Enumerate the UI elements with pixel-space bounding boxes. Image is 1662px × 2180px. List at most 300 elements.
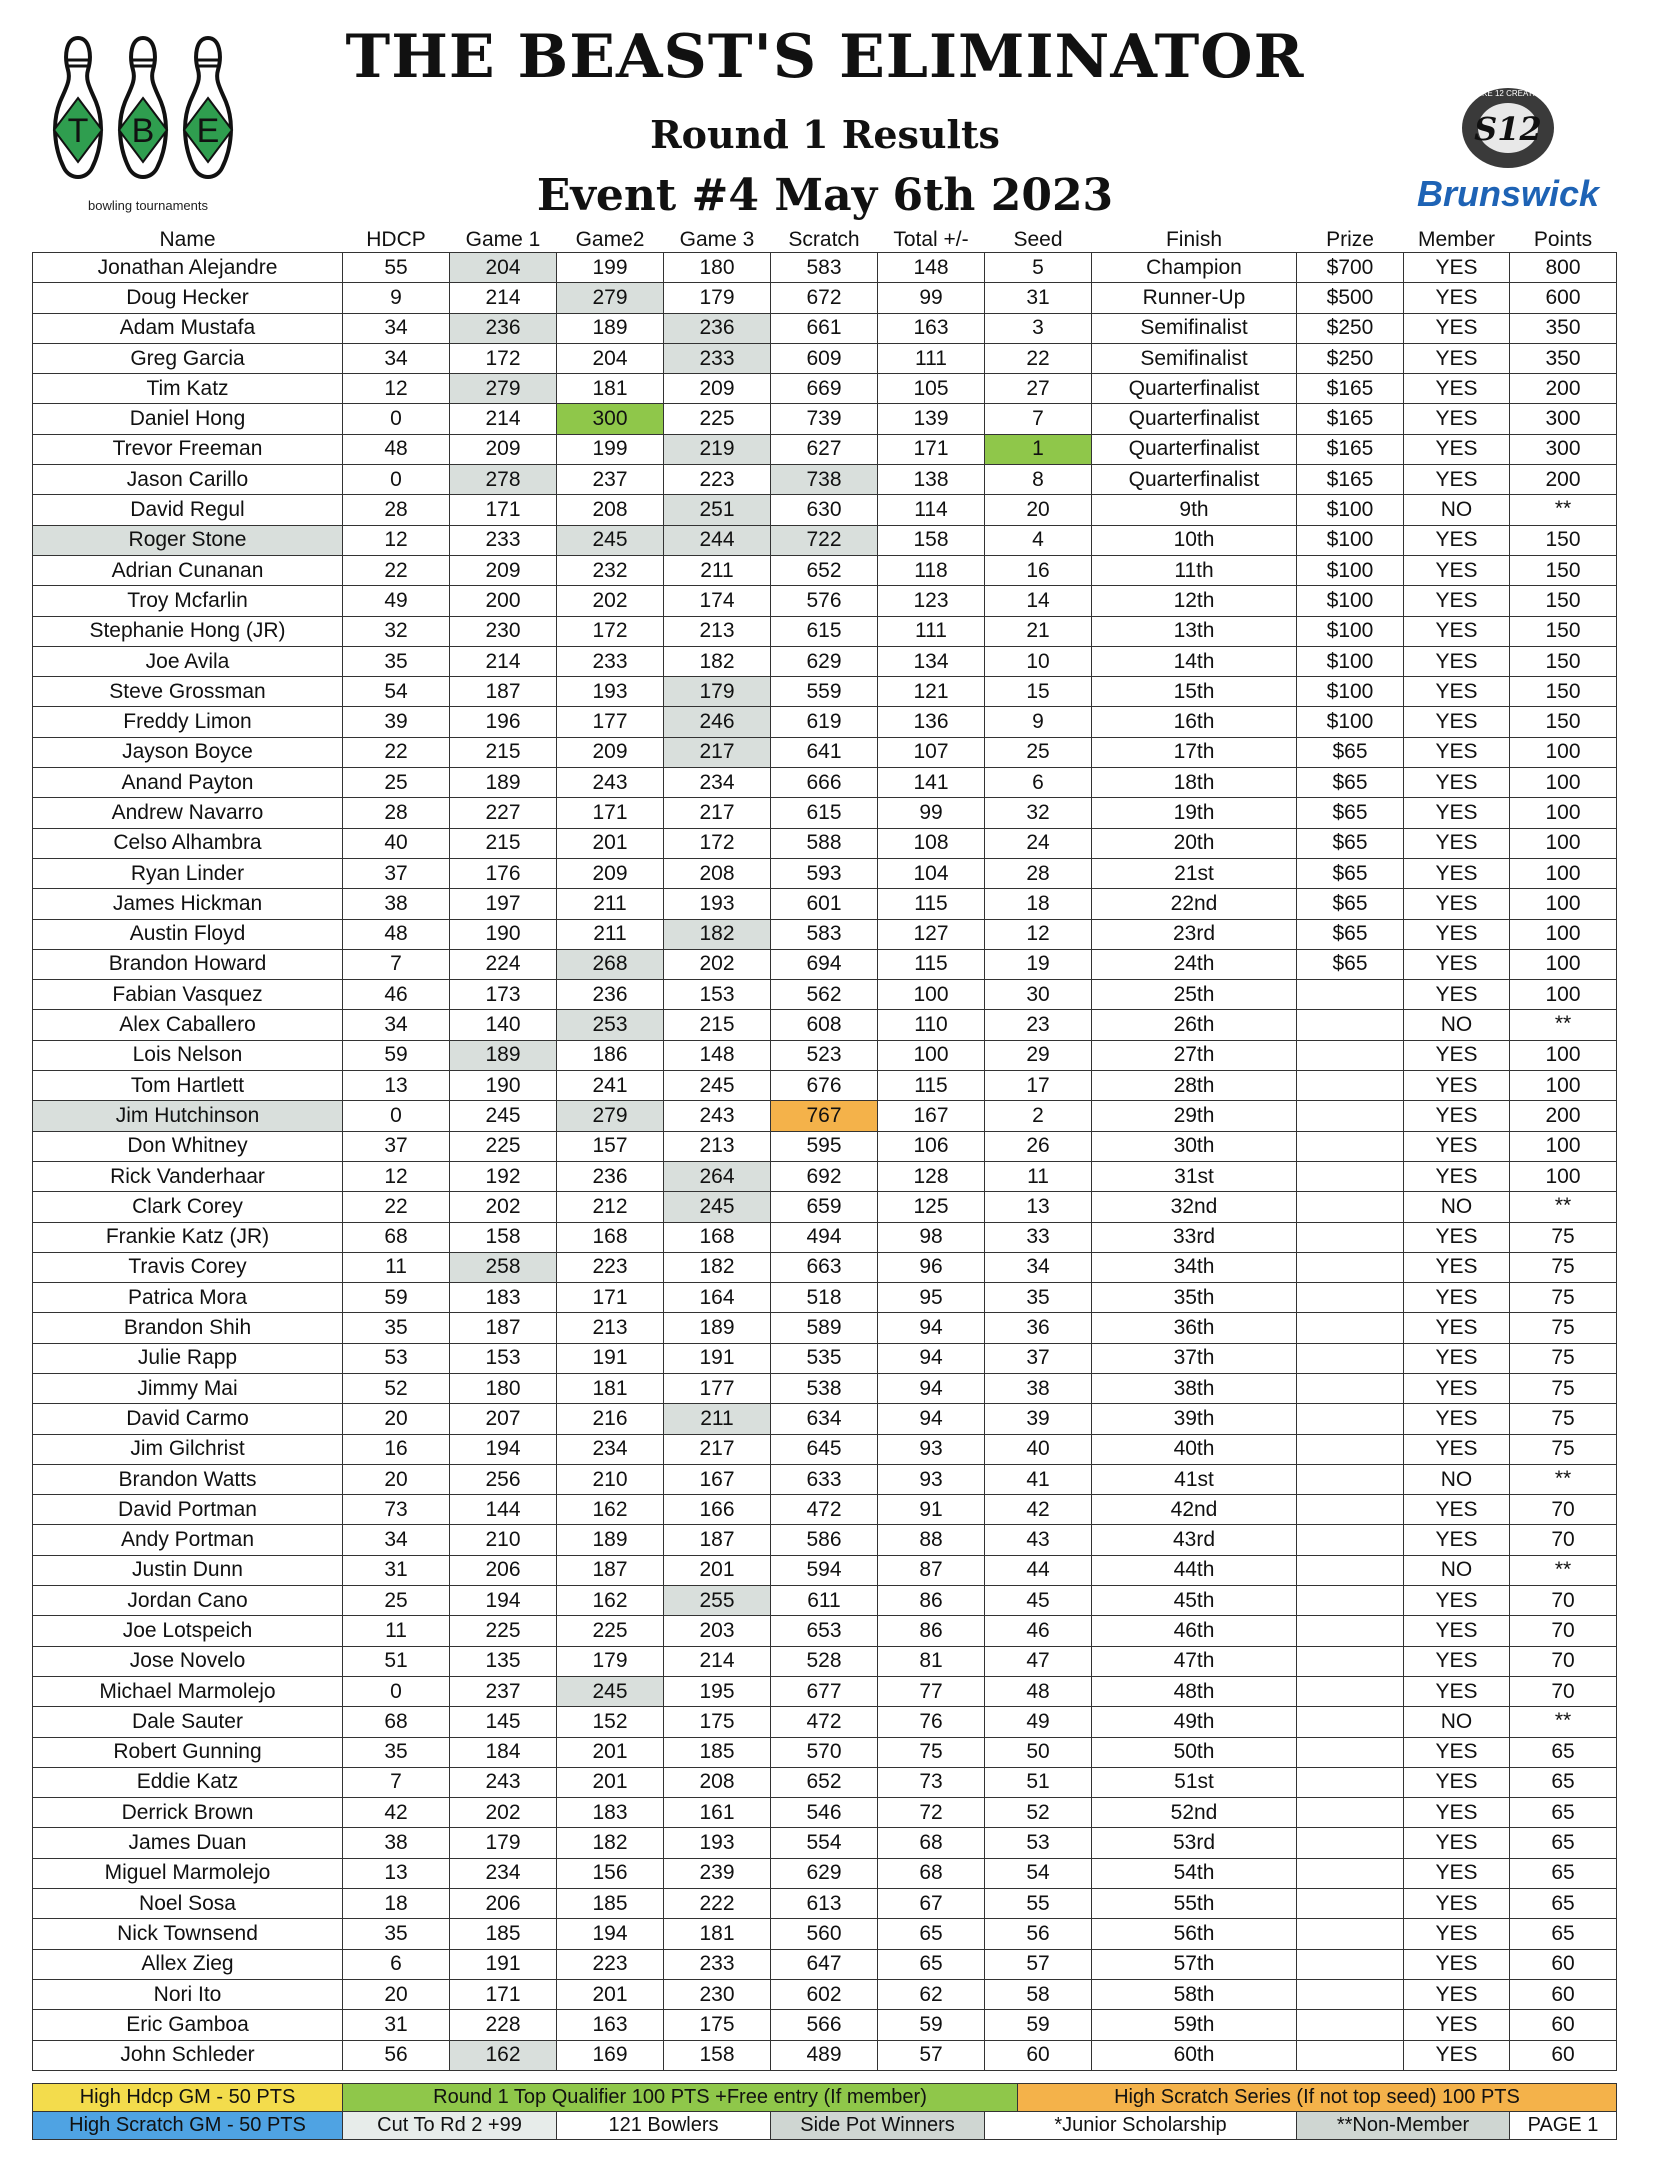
cell-points: 75 xyxy=(1510,1434,1617,1464)
cell-prize xyxy=(1297,1949,1404,1979)
cell-prize: $100 xyxy=(1297,646,1404,676)
cell-prize xyxy=(1297,1343,1404,1373)
cell-member: YES xyxy=(1404,1313,1510,1343)
cell-finish: 44th xyxy=(1092,1555,1297,1585)
cell-scratch: 659 xyxy=(771,1192,878,1222)
cell-seed: 28 xyxy=(985,858,1092,888)
cell-total: 94 xyxy=(878,1313,985,1343)
cell-scratch: 694 xyxy=(771,949,878,979)
cell-finish: 32nd xyxy=(1092,1192,1297,1222)
cell-game3: 202 xyxy=(664,949,771,979)
cell-member: YES xyxy=(1404,798,1510,828)
cell-scratch: 629 xyxy=(771,646,878,676)
cell-name: Ryan Linder xyxy=(33,858,343,888)
cell-game2: 268 xyxy=(557,949,664,979)
cell-finish: Champion xyxy=(1092,253,1297,283)
cell-scratch: 535 xyxy=(771,1343,878,1373)
legend-high-hdcp: High Hdcp GM - 50 PTS xyxy=(33,2084,343,2112)
cell-member: YES xyxy=(1404,1101,1510,1131)
cell-name: Dale Sauter xyxy=(33,1707,343,1737)
sponsor-logo xyxy=(1408,78,1608,218)
cell-game2: 209 xyxy=(557,858,664,888)
cell-prize: $65 xyxy=(1297,858,1404,888)
cell-member: YES xyxy=(1404,1737,1510,1767)
cell-name: Alex Caballero xyxy=(33,1010,343,1040)
cell-seed: 15 xyxy=(985,677,1092,707)
table-row xyxy=(33,798,1617,828)
cell-total: 107 xyxy=(878,737,985,767)
table-row xyxy=(33,1373,1617,1403)
cell-points: ** xyxy=(1510,1555,1617,1585)
cell-game3: 230 xyxy=(664,1979,771,2009)
cell-total: 87 xyxy=(878,1555,985,1585)
cell-points: 100 xyxy=(1510,1071,1617,1101)
cell-finish: Quarterfinalist xyxy=(1092,465,1297,495)
cell-game3: 177 xyxy=(664,1373,771,1403)
cell-game1: 179 xyxy=(450,1828,557,1858)
cell-seed: 60 xyxy=(985,2040,1092,2070)
cell-game1: 279 xyxy=(450,374,557,404)
table-row xyxy=(33,1010,1617,1040)
cell-prize xyxy=(1297,1525,1404,1555)
cell-scratch: 518 xyxy=(771,1283,878,1313)
cell-game2: 236 xyxy=(557,1161,664,1191)
cell-finish: 53rd xyxy=(1092,1828,1297,1858)
cell-hdcp: 25 xyxy=(343,768,450,798)
cell-name: Jayson Boyce xyxy=(33,737,343,767)
cell-points: 65 xyxy=(1510,1919,1617,1949)
cell-hdcp: 59 xyxy=(343,1040,450,1070)
legend-cut: Cut To Rd 2 +99 xyxy=(343,2112,557,2140)
cell-seed: 45 xyxy=(985,1586,1092,1616)
cell-points: 65 xyxy=(1510,1828,1617,1858)
cell-member: YES xyxy=(1404,677,1510,707)
cell-scratch: 472 xyxy=(771,1495,878,1525)
cell-game1: 210 xyxy=(450,1525,557,1555)
cell-game1: 206 xyxy=(450,1555,557,1585)
table-header xyxy=(33,228,1617,253)
cell-seed: 17 xyxy=(985,1071,1092,1101)
cell-seed: 36 xyxy=(985,1313,1092,1343)
cell-game2: 201 xyxy=(557,828,664,858)
cell-name: Stephanie Hong (JR) xyxy=(33,616,343,646)
cell-total: 105 xyxy=(878,374,985,404)
cell-game1: 158 xyxy=(450,1222,557,1252)
cell-points: ** xyxy=(1510,1192,1617,1222)
cell-game3: 179 xyxy=(664,283,771,313)
cell-prize: $65 xyxy=(1297,768,1404,798)
cell-name: Fabian Vasquez xyxy=(33,980,343,1010)
cell-total: 81 xyxy=(878,1646,985,1676)
cell-scratch: 583 xyxy=(771,253,878,283)
table-row xyxy=(33,2010,1617,2040)
bowling-pins-icon xyxy=(38,30,248,220)
cell-hdcp: 28 xyxy=(343,798,450,828)
cell-total: 115 xyxy=(878,949,985,979)
table-row xyxy=(33,253,1617,283)
cell-game2: 189 xyxy=(557,313,664,343)
cell-scratch: 652 xyxy=(771,555,878,585)
cell-seed: 58 xyxy=(985,1979,1092,2009)
cell-hdcp: 37 xyxy=(343,1131,450,1161)
cell-game3: 245 xyxy=(664,1071,771,1101)
cell-points: 65 xyxy=(1510,1737,1617,1767)
cell-total: 88 xyxy=(878,1525,985,1555)
badge-ring-text: STRIKE 12 CREATIONS xyxy=(1463,89,1553,98)
cell-prize xyxy=(1297,980,1404,1010)
col-header-game1: Game 1 xyxy=(465,228,541,251)
cell-game2: 181 xyxy=(557,1373,664,1403)
cell-game2: 233 xyxy=(557,646,664,676)
cell-name: Jason Carillo xyxy=(33,465,343,495)
cell-prize xyxy=(1297,2010,1404,2040)
cell-member: YES xyxy=(1404,434,1510,464)
cell-finish: Runner-Up xyxy=(1092,283,1297,313)
cell-total: 94 xyxy=(878,1343,985,1373)
cell-member: YES xyxy=(1404,1828,1510,1858)
cell-points: 150 xyxy=(1510,525,1617,555)
cell-finish: 9th xyxy=(1092,495,1297,525)
cell-prize: $700 xyxy=(1297,253,1404,283)
cell-name: Brandon Howard xyxy=(33,949,343,979)
cell-points: 65 xyxy=(1510,1798,1617,1828)
cell-points: 150 xyxy=(1510,707,1617,737)
table-row xyxy=(33,1192,1617,1222)
cell-hdcp: 16 xyxy=(343,1434,450,1464)
cell-seed: 54 xyxy=(985,1858,1092,1888)
cell-member: YES xyxy=(1404,1889,1510,1919)
cell-total: 134 xyxy=(878,646,985,676)
cell-points: 100 xyxy=(1510,768,1617,798)
page-title: THE BEAST'S ELIMINATOR xyxy=(345,22,1305,92)
cell-finish: 20th xyxy=(1092,828,1297,858)
cell-name: Jim Gilchrist xyxy=(33,1434,343,1464)
cell-total: 128 xyxy=(878,1161,985,1191)
col-header-prize: Prize xyxy=(1326,228,1374,251)
cell-game2: 211 xyxy=(557,919,664,949)
cell-points: 100 xyxy=(1510,858,1617,888)
cell-member: YES xyxy=(1404,768,1510,798)
cell-scratch: 583 xyxy=(771,919,878,949)
cell-game1: 185 xyxy=(450,1919,557,1949)
cell-game2: 243 xyxy=(557,768,664,798)
cell-seed: 39 xyxy=(985,1404,1092,1434)
cell-seed: 38 xyxy=(985,1373,1092,1403)
brunswick-wordmark: Brunswick xyxy=(1416,173,1600,214)
cell-name: Allex Zieg xyxy=(33,1949,343,1979)
cell-finish: 21st xyxy=(1092,858,1297,888)
cell-game1: 194 xyxy=(450,1586,557,1616)
cell-hdcp: 34 xyxy=(343,1010,450,1040)
cell-total: 106 xyxy=(878,1131,985,1161)
cell-scratch: 613 xyxy=(771,1889,878,1919)
cell-seed: 51 xyxy=(985,1767,1092,1797)
cell-scratch: 609 xyxy=(771,343,878,373)
cell-member: YES xyxy=(1404,858,1510,888)
cell-seed: 57 xyxy=(985,1949,1092,1979)
cell-game3: 217 xyxy=(664,798,771,828)
cell-finish: 27th xyxy=(1092,1040,1297,1070)
strike12-badge-icon xyxy=(1408,78,1608,218)
cell-game1: 227 xyxy=(450,798,557,828)
cell-game1: 184 xyxy=(450,1737,557,1767)
cell-game1: 187 xyxy=(450,1313,557,1343)
cell-game3: 203 xyxy=(664,1616,771,1646)
table-row xyxy=(33,768,1617,798)
logo-letter-e: E xyxy=(196,112,220,150)
cell-points: 60 xyxy=(1510,2010,1617,2040)
cell-hdcp: 73 xyxy=(343,1495,450,1525)
cell-member: YES xyxy=(1404,889,1510,919)
cell-total: 73 xyxy=(878,1767,985,1797)
cell-game2: 185 xyxy=(557,1889,664,1919)
cell-game2: 241 xyxy=(557,1071,664,1101)
cell-scratch: 472 xyxy=(771,1707,878,1737)
cell-prize xyxy=(1297,1707,1404,1737)
cell-name: James Hickman xyxy=(33,889,343,919)
cell-game1: 200 xyxy=(450,586,557,616)
cell-member: YES xyxy=(1404,1252,1510,1282)
cell-game2: 253 xyxy=(557,1010,664,1040)
cell-seed: 42 xyxy=(985,1495,1092,1525)
cell-prize xyxy=(1297,1979,1404,2009)
cell-seed: 12 xyxy=(985,919,1092,949)
cell-scratch: 559 xyxy=(771,677,878,707)
cell-name: Jonathan Alejandre xyxy=(33,253,343,283)
cell-member: YES xyxy=(1404,2010,1510,2040)
cell-points: 75 xyxy=(1510,1404,1617,1434)
cell-game1: 237 xyxy=(450,1676,557,1706)
cell-total: 163 xyxy=(878,313,985,343)
cell-name: Brandon Watts xyxy=(33,1464,343,1494)
table-row xyxy=(33,1252,1617,1282)
cell-member: YES xyxy=(1404,1858,1510,1888)
cell-finish: 58th xyxy=(1092,1979,1297,2009)
cell-game3: 217 xyxy=(664,1434,771,1464)
cell-total: 72 xyxy=(878,1798,985,1828)
cell-finish: 54th xyxy=(1092,1858,1297,1888)
cell-game1: 140 xyxy=(450,1010,557,1040)
cell-prize xyxy=(1297,1919,1404,1949)
cell-member: YES xyxy=(1404,737,1510,767)
cell-prize xyxy=(1297,1828,1404,1858)
cell-game3: 182 xyxy=(664,919,771,949)
cell-hdcp: 59 xyxy=(343,1283,450,1313)
cell-member: YES xyxy=(1404,1283,1510,1313)
cell-game1: 189 xyxy=(450,768,557,798)
table-row xyxy=(33,2040,1617,2070)
cell-hdcp: 11 xyxy=(343,1252,450,1282)
cell-game3: 255 xyxy=(664,1586,771,1616)
cell-seed: 18 xyxy=(985,889,1092,919)
cell-finish: 19th xyxy=(1092,798,1297,828)
cell-game2: 223 xyxy=(557,1252,664,1282)
cell-seed: 13 xyxy=(985,1192,1092,1222)
col-header-points: Points xyxy=(1533,228,1593,251)
cell-finish: 13th xyxy=(1092,616,1297,646)
cell-points: 100 xyxy=(1510,1131,1617,1161)
cell-game1: 243 xyxy=(450,1767,557,1797)
table-row xyxy=(33,1313,1617,1343)
cell-hdcp: 7 xyxy=(343,949,450,979)
cell-game1: 187 xyxy=(450,677,557,707)
cell-finish: 38th xyxy=(1092,1373,1297,1403)
cell-scratch: 528 xyxy=(771,1646,878,1676)
cell-name: Robert Gunning xyxy=(33,1737,343,1767)
cell-name: David Portman xyxy=(33,1495,343,1525)
cell-game2: 171 xyxy=(557,798,664,828)
cell-seed: 20 xyxy=(985,495,1092,525)
cell-total: 99 xyxy=(878,283,985,313)
cell-game3: 148 xyxy=(664,1040,771,1070)
cell-game3: 213 xyxy=(664,616,771,646)
cell-name: Rick Vanderhaar xyxy=(33,1161,343,1191)
cell-game1: 245 xyxy=(450,1101,557,1131)
cell-points: 800 xyxy=(1510,253,1617,283)
cell-member: YES xyxy=(1404,1676,1510,1706)
cell-game2: 172 xyxy=(557,616,664,646)
cell-game2: 157 xyxy=(557,1131,664,1161)
cell-total: 148 xyxy=(878,253,985,283)
table-row xyxy=(33,1525,1617,1555)
cell-hdcp: 12 xyxy=(343,525,450,555)
cell-finish: 56th xyxy=(1092,1919,1297,1949)
cell-scratch: 634 xyxy=(771,1404,878,1434)
cell-name: David Regul xyxy=(33,495,343,525)
cell-game3: 172 xyxy=(664,828,771,858)
cell-scratch: 586 xyxy=(771,1525,878,1555)
cell-total: 67 xyxy=(878,1889,985,1919)
table-row xyxy=(33,949,1617,979)
cell-seed: 53 xyxy=(985,1828,1092,1858)
cell-hdcp: 31 xyxy=(343,2010,450,2040)
legend-side-pot: Side Pot Winners xyxy=(771,2112,985,2140)
cell-scratch: 566 xyxy=(771,2010,878,2040)
cell-game3: 193 xyxy=(664,1828,771,1858)
cell-seed: 48 xyxy=(985,1676,1092,1706)
cell-game1: 258 xyxy=(450,1252,557,1282)
cell-game2: 181 xyxy=(557,374,664,404)
cell-hdcp: 42 xyxy=(343,1798,450,1828)
cell-member: YES xyxy=(1404,1586,1510,1616)
cell-game2: 245 xyxy=(557,1676,664,1706)
cell-game3: 161 xyxy=(664,1798,771,1828)
table-row xyxy=(33,980,1617,1010)
cell-seed: 43 xyxy=(985,1525,1092,1555)
cell-total: 104 xyxy=(878,858,985,888)
cell-finish: 25th xyxy=(1092,980,1297,1010)
cell-game3: 239 xyxy=(664,1858,771,1888)
cell-prize xyxy=(1297,1131,1404,1161)
cell-game3: 236 xyxy=(664,313,771,343)
cell-prize xyxy=(1297,2040,1404,2070)
cell-seed: 33 xyxy=(985,1222,1092,1252)
cell-game2: 156 xyxy=(557,1858,664,1888)
cell-total: 110 xyxy=(878,1010,985,1040)
cell-finish: 36th xyxy=(1092,1313,1297,1343)
cell-total: 86 xyxy=(878,1616,985,1646)
cell-name: Clark Corey xyxy=(33,1192,343,1222)
cell-name: Eddie Katz xyxy=(33,1767,343,1797)
table-row xyxy=(33,1101,1617,1131)
cell-prize xyxy=(1297,1040,1404,1070)
cell-points: ** xyxy=(1510,1464,1617,1494)
cell-game1: 214 xyxy=(450,404,557,434)
cell-prize xyxy=(1297,1252,1404,1282)
cell-scratch: 523 xyxy=(771,1040,878,1070)
cell-game1: 278 xyxy=(450,465,557,495)
cell-name: Justin Dunn xyxy=(33,1555,343,1585)
legend-non-member: **Non-Member xyxy=(1297,2112,1510,2140)
cell-hdcp: 12 xyxy=(343,374,450,404)
cell-member: YES xyxy=(1404,343,1510,373)
cell-finish: 59th xyxy=(1092,2010,1297,2040)
cell-total: 118 xyxy=(878,555,985,585)
cell-total: 96 xyxy=(878,1252,985,1282)
cell-seed: 44 xyxy=(985,1555,1092,1585)
cell-game2: 208 xyxy=(557,495,664,525)
cell-game1: 180 xyxy=(450,1373,557,1403)
cell-scratch: 629 xyxy=(771,1858,878,1888)
cell-scratch: 627 xyxy=(771,434,878,464)
cell-points: ** xyxy=(1510,1010,1617,1040)
cell-name: Jim Hutchinson xyxy=(33,1101,343,1131)
col-header-name: Name xyxy=(159,228,216,251)
cell-game3: 243 xyxy=(664,1101,771,1131)
cell-seed: 8 xyxy=(985,465,1092,495)
cell-game2: 191 xyxy=(557,1343,664,1373)
cell-points: 100 xyxy=(1510,919,1617,949)
cell-hdcp: 22 xyxy=(343,555,450,585)
cell-game2: 187 xyxy=(557,1555,664,1585)
cell-game3: 182 xyxy=(664,646,771,676)
cell-name: Freddy Limon xyxy=(33,707,343,737)
cell-hdcp: 20 xyxy=(343,1979,450,2009)
table-row xyxy=(33,1707,1617,1737)
cell-game2: 199 xyxy=(557,434,664,464)
cell-name: Adam Mustafa xyxy=(33,313,343,343)
cell-game2: 201 xyxy=(557,1767,664,1797)
cell-game3: 175 xyxy=(664,1707,771,1737)
cell-seed: 31 xyxy=(985,283,1092,313)
event-heading: Event #4 May 6th 2023 xyxy=(536,170,1114,221)
cell-game3: 185 xyxy=(664,1737,771,1767)
logo-caption: bowling tournaments xyxy=(88,198,208,213)
cell-total: 114 xyxy=(878,495,985,525)
cell-game1: 256 xyxy=(450,1464,557,1494)
cell-game3: 175 xyxy=(664,2010,771,2040)
cell-finish: 40th xyxy=(1092,1434,1297,1464)
cell-game1: 196 xyxy=(450,707,557,737)
cell-prize: $500 xyxy=(1297,283,1404,313)
cell-game1: 230 xyxy=(450,616,557,646)
cell-name: Andrew Navarro xyxy=(33,798,343,828)
cell-finish: 43rd xyxy=(1092,1525,1297,1555)
cell-game3: 233 xyxy=(664,343,771,373)
cell-member: YES xyxy=(1404,646,1510,676)
cell-total: 65 xyxy=(878,1919,985,1949)
cell-total: 100 xyxy=(878,1040,985,1070)
cell-member: YES xyxy=(1404,1919,1510,1949)
cell-hdcp: 53 xyxy=(343,1343,450,1373)
cell-seed: 5 xyxy=(985,253,1092,283)
cell-hdcp: 18 xyxy=(343,1889,450,1919)
cell-game1: 173 xyxy=(450,980,557,1010)
cell-total: 59 xyxy=(878,2010,985,2040)
cell-finish: 26th xyxy=(1092,1010,1297,1040)
cell-total: 136 xyxy=(878,707,985,737)
cell-game2: 199 xyxy=(557,253,664,283)
